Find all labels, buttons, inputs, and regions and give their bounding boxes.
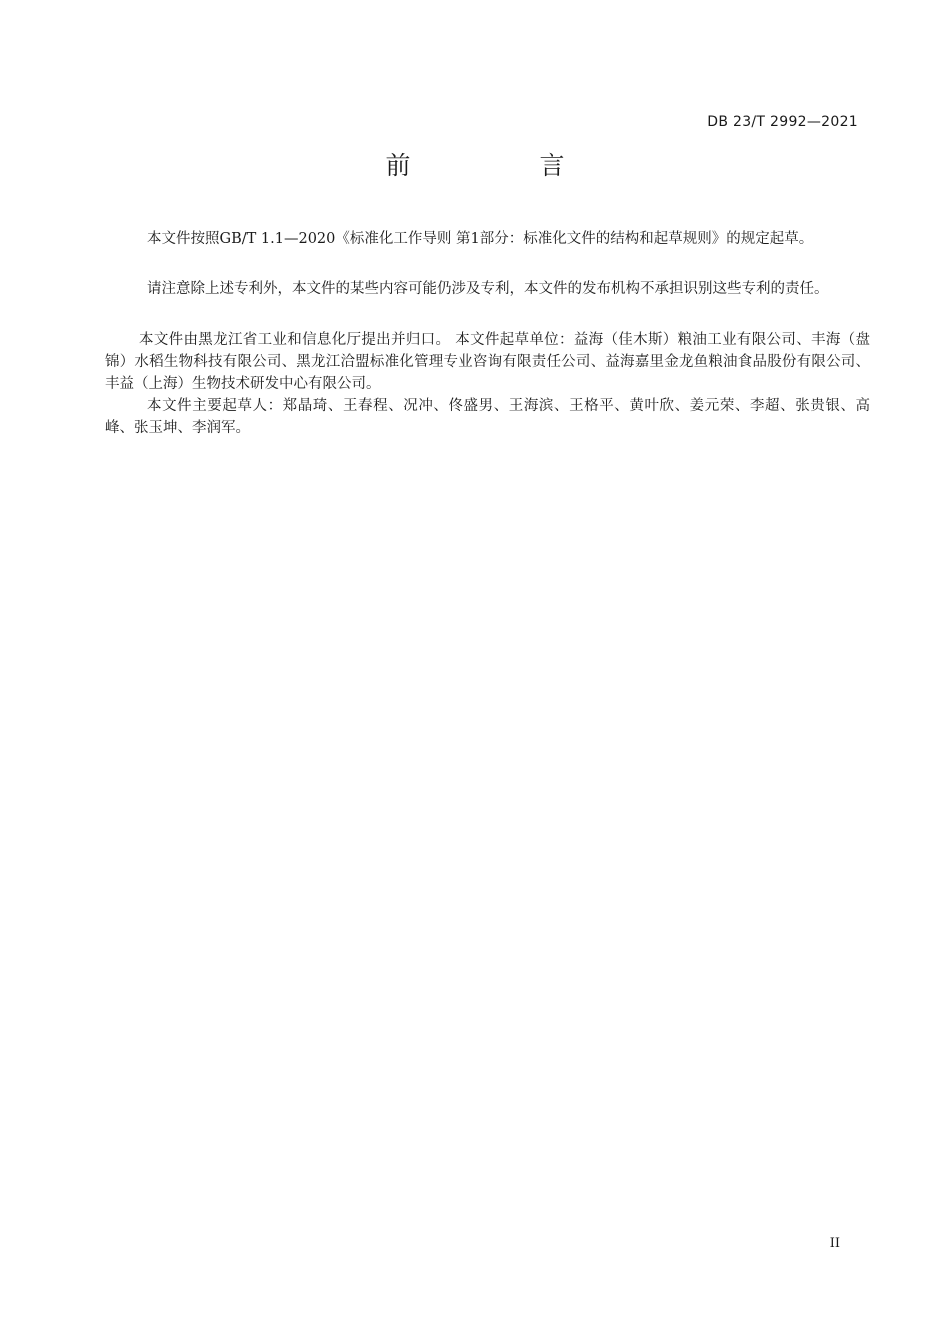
- page-number: II: [829, 1236, 840, 1251]
- document-code: DB 23/T 2992—2021: [707, 114, 858, 130]
- paragraph-drafting-rules: 本文件按照GB/T 1.1—2020《标准化工作导则 第1部分：标准化文件的结构和起草规则》的规定起草。: [147, 231, 814, 247]
- paragraph-patent-notice: 请注意除上述专利外，本文件的某些内容可能仍涉及专利，本文件的发布机构不承担识别这些专利的责任。: [147, 281, 829, 297]
- page-title: 前 言: [385, 151, 617, 180]
- paragraph-drafting-units: 本文件由黑龙江省工业和信息化厅提出并归口。 本文件起草单位：益海（佳木斯）粮油工业有限公司、丰海（盘锦）水稻生物科技有限公司、黑龙江洽盟标准化管理专业咨询有限责任公司、益海嘉里金龙鱼粮油食品股份有限公司、丰益（上海）生物技术研发中心有限公司。: [105, 332, 870, 392]
- paragraph-drafters: 本文件主要起草人：郑晶琦、王春程、况冲、佟盛男、王海滨、王格平、黄叶欣、姜元荣、李超、张贵银、高峰、张玉坤、李润军。: [105, 398, 870, 436]
